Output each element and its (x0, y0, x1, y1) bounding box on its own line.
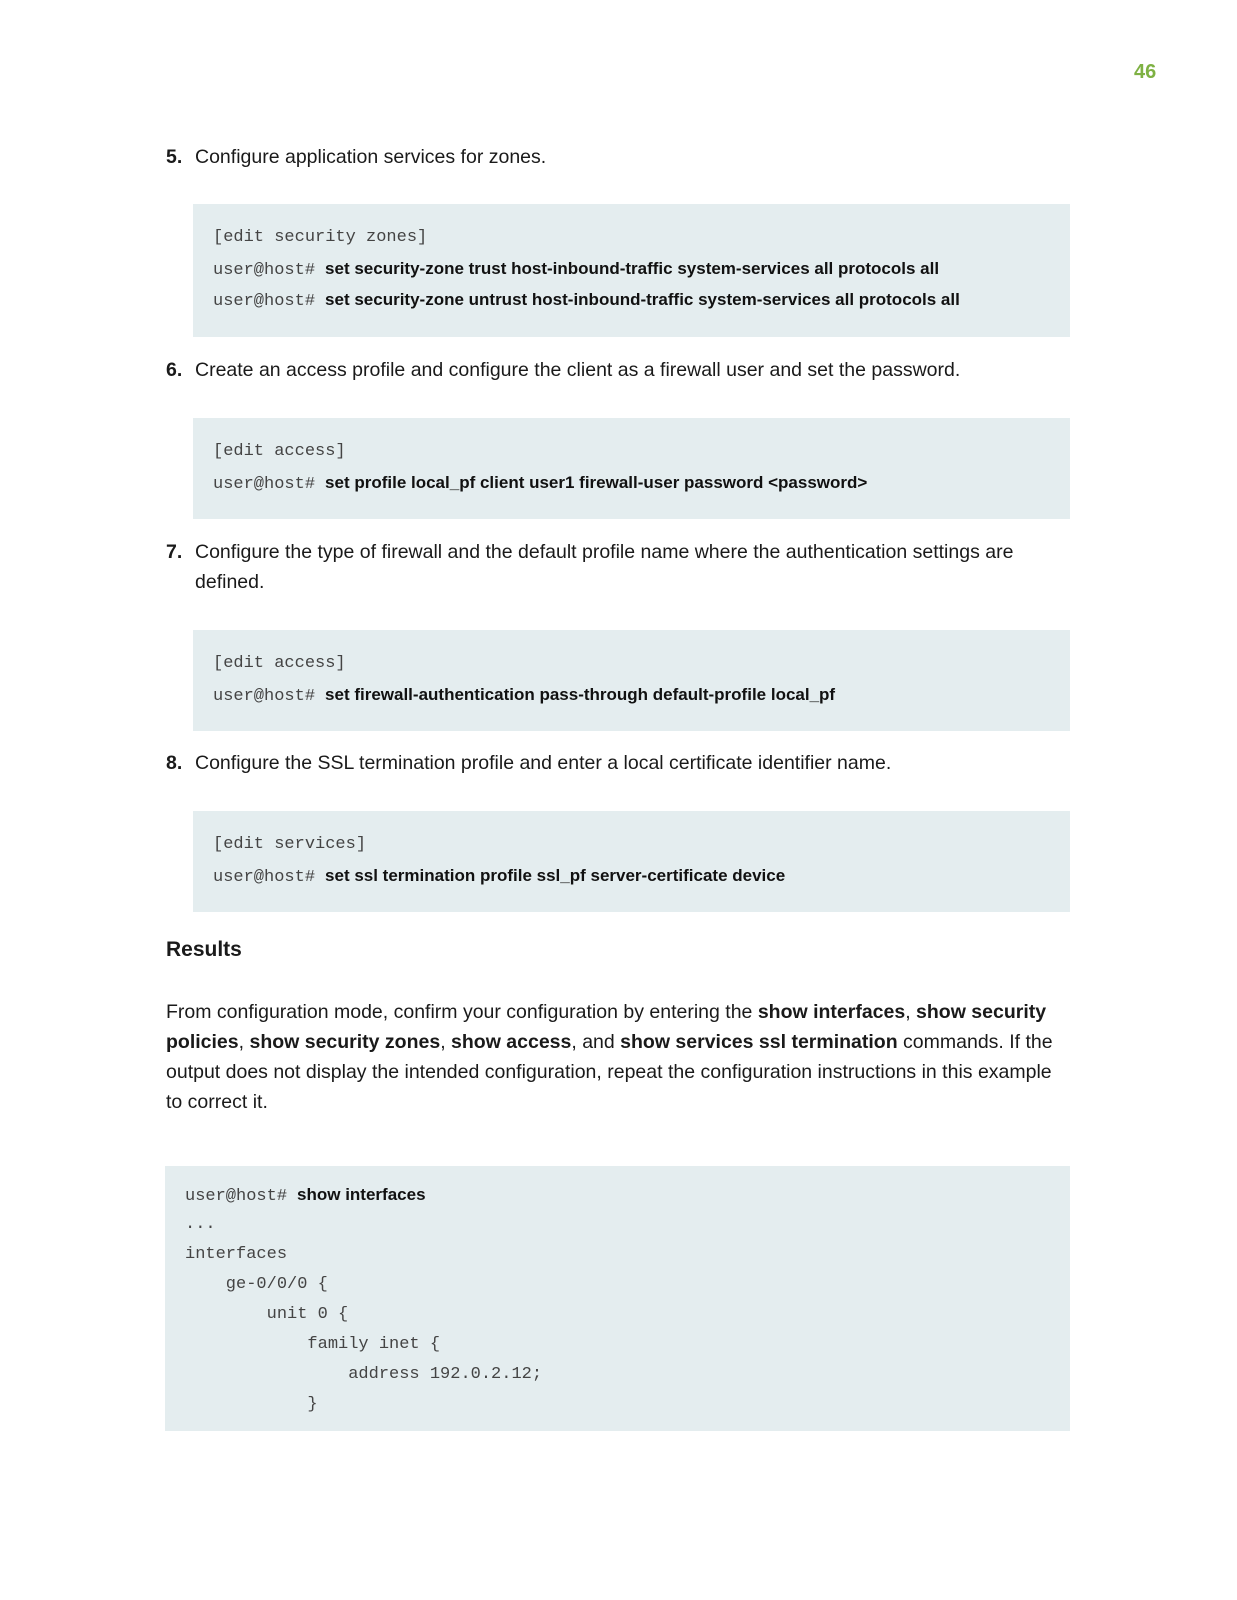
cli-prompt: user@host# (185, 1187, 288, 1206)
output-line: unit 0 { (185, 1305, 349, 1324)
cli-command: set profile local_pf client user1 firewall-user password <password> (325, 473, 868, 492)
section-heading: Results (166, 938, 242, 961)
step-7 (166, 537, 1066, 597)
para-command: show security zones (249, 1031, 441, 1053)
code-context: [edit access] (213, 442, 346, 461)
code-block-step-7 (193, 630, 1070, 731)
code-line (213, 284, 1070, 315)
step-number: 6. (166, 359, 183, 381)
para-command: show access (451, 1031, 572, 1053)
step-8 (166, 748, 1066, 778)
cli-prompt: user@host# (213, 868, 316, 887)
para-text: , and (571, 1031, 621, 1053)
output-line: } (185, 1395, 318, 1414)
code-context: [edit security zones] (213, 228, 428, 247)
output-code-block (165, 1166, 1070, 1431)
output-line: interfaces (185, 1245, 288, 1264)
cli-prompt: user@host# (213, 475, 316, 494)
para-text: , (440, 1031, 452, 1053)
para-text: , (905, 1001, 917, 1023)
code-context: [edit services] (213, 835, 367, 854)
step-number: 8. (166, 752, 183, 774)
step-text: Configure application services for zones. (195, 146, 547, 168)
code-block-step-5 (193, 204, 1070, 337)
para-command: show services ssl termination (620, 1031, 898, 1053)
code-line (213, 253, 1070, 284)
cli-command: show interfaces (297, 1185, 426, 1204)
results-paragraph (166, 997, 1071, 1117)
step-text: Configure the SSL termination profile and enter a local certificate identifier name. (195, 752, 892, 774)
cli-command: set firewall-authentication pass-through default-profile local_pf (325, 685, 836, 704)
para-text: commands. If the output does not display the intended configuration, repeat the configuration instructions in this example to correct it. (166, 1031, 1053, 1113)
output-line: ge-0/0/0 { (185, 1275, 328, 1294)
output-line: ... (185, 1215, 216, 1234)
code-block-step-8 (193, 811, 1070, 912)
code-line (213, 679, 1070, 710)
cli-prompt: user@host# (213, 687, 316, 706)
cli-command: set ssl termination profile ssl_pf server-certificate device (325, 866, 786, 885)
cli-command: set security-zone trust host-inbound-traffic system-services all protocols all (325, 259, 940, 278)
page-number: 46 (1134, 61, 1157, 83)
step-5 (166, 142, 1066, 172)
step-number: 5. (166, 146, 183, 168)
code-block-step-6 (193, 418, 1070, 519)
code-line (213, 467, 1070, 498)
code-context: [edit access] (213, 654, 346, 673)
para-text: From configuration mode, confirm your configuration by entering the (166, 1001, 758, 1023)
cli-prompt: user@host# (213, 292, 316, 311)
code-line (185, 1180, 1070, 1210)
output-line: address 192.0.2.12; (185, 1365, 543, 1384)
code-line (213, 860, 1070, 891)
output-line: family inet { (185, 1335, 441, 1354)
cli-prompt: user@host# (213, 261, 316, 280)
step-6 (166, 355, 1066, 385)
step-number: 7. (166, 541, 183, 563)
step-text: Configure the type of firewall and the default profile name where the authentication settings are defined. (195, 541, 1014, 593)
cli-command: set security-zone untrust host-inbound-traffic system-services all protocols all (325, 290, 960, 309)
para-text: , (238, 1031, 250, 1053)
para-command: show interfaces (757, 1001, 906, 1023)
para-command: show security policies (166, 1001, 1047, 1053)
step-text: Create an access profile and configure the client as a firewall user and set the password. (195, 359, 961, 381)
